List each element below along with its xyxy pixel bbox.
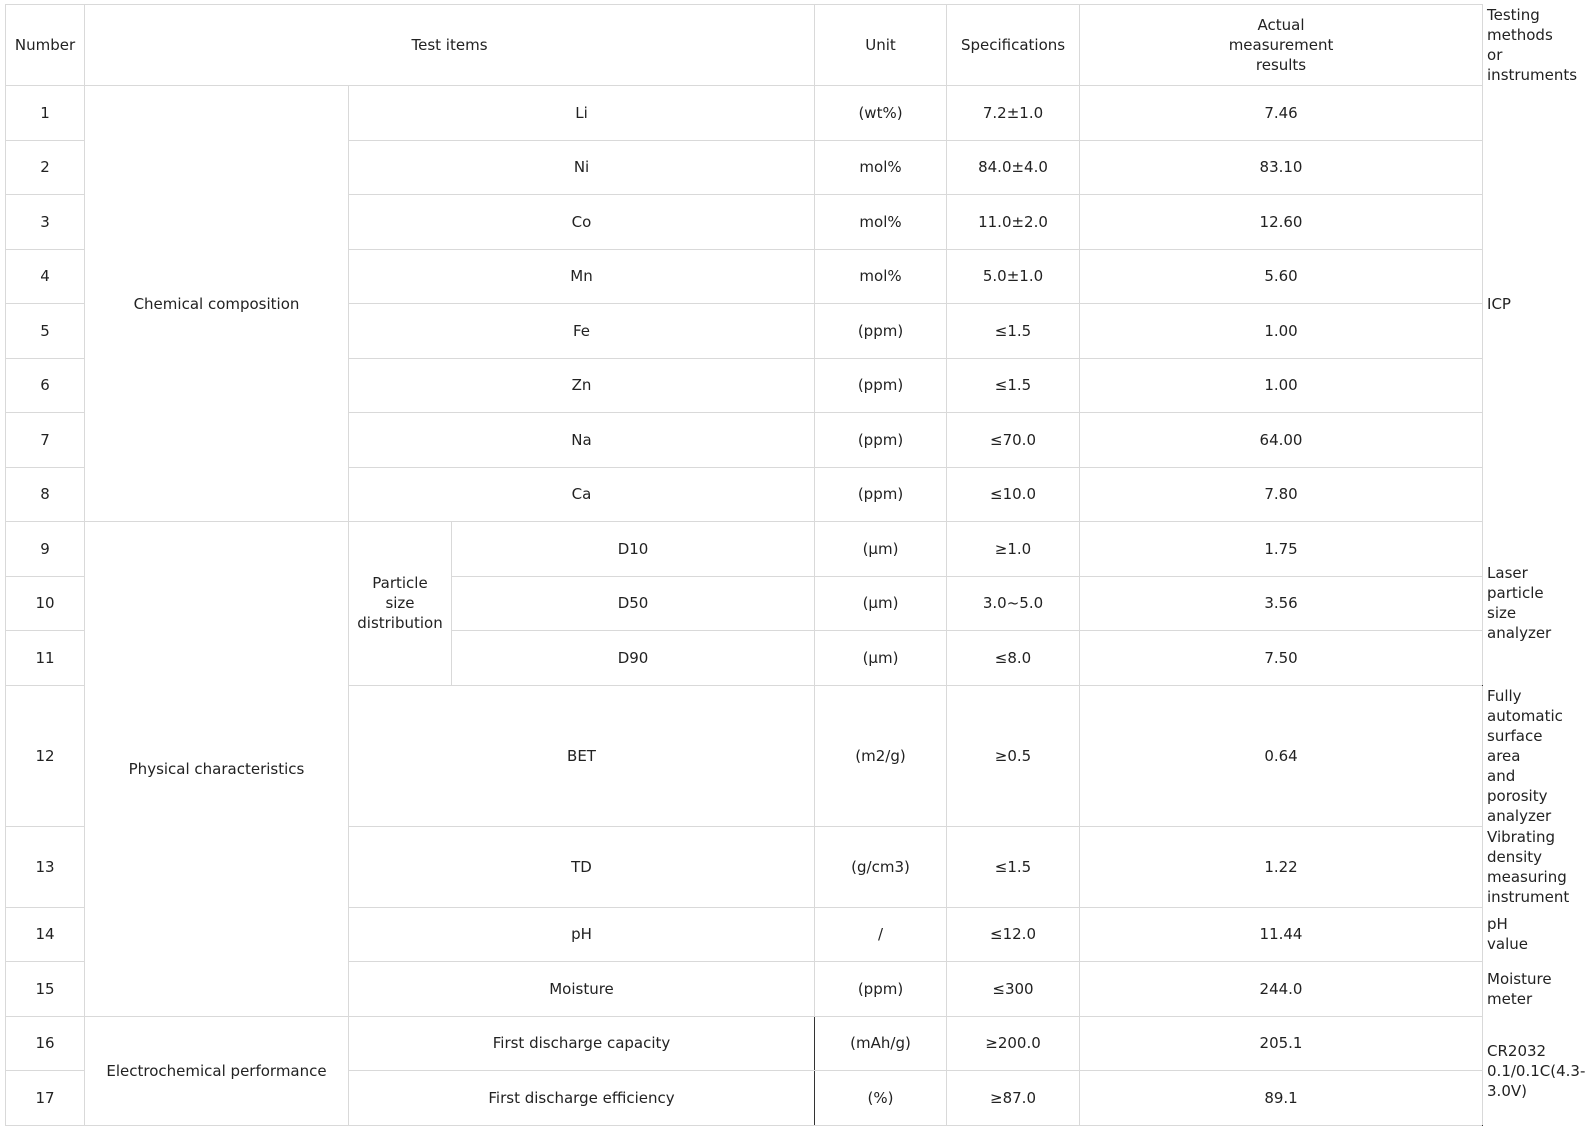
actual-cell: 1.22 [1080, 826, 1483, 907]
unit-cell: (m2/g) [815, 685, 947, 826]
table-row: 15 Moisture (ppm) ≤300 244.0 Moisture meter [6, 962, 1483, 1017]
spec-cell: ≤1.5 [947, 358, 1080, 413]
actual-cell: 5.60 [1080, 249, 1483, 304]
row-number: 14 [6, 907, 85, 962]
unit-cell: / [815, 907, 947, 962]
unit-cell: (μm) [815, 631, 947, 686]
test-item: Co [349, 195, 815, 250]
test-item: BET [349, 685, 815, 826]
test-item: Na [349, 413, 815, 468]
test-item: TD [349, 826, 815, 907]
test-item: D50 [452, 576, 815, 631]
spec-cell: ≥200.0 [947, 1016, 1080, 1071]
row-number: 5 [6, 304, 85, 359]
test-item: Moisture [349, 962, 815, 1017]
row-number: 1 [6, 86, 85, 141]
table-row: 9 Physical characteristics Particle size distribution D10 (μm) ≥1.0 1.75 Laser particle size analyzer [6, 522, 1483, 577]
actual-cell: 205.1 [1080, 1016, 1483, 1071]
spec-cell: 5.0±1.0 [947, 249, 1080, 304]
row-number: 15 [6, 962, 85, 1017]
row-number: 10 [6, 576, 85, 631]
test-item: Zn [349, 358, 815, 413]
spec-cell: ≥87.0 [947, 1071, 1080, 1126]
unit-cell: mol% [815, 140, 947, 195]
unit-cell: (μm) [815, 576, 947, 631]
unit-cell: (g/cm3) [815, 826, 947, 907]
psd-line3: distribution [357, 614, 443, 633]
header-specifications: Specifications [947, 5, 1080, 86]
header-actual-line1: Actual [1257, 16, 1305, 34]
actual-cell: 7.80 [1080, 467, 1483, 522]
header-unit: Unit [815, 5, 947, 86]
group-chemical-composition: Chemical composition [85, 86, 349, 522]
header-test-items: Test items [85, 5, 815, 86]
row-number: 3 [6, 195, 85, 250]
unit-cell: (ppm) [815, 304, 947, 359]
actual-cell: 83.10 [1080, 140, 1483, 195]
actual-cell: 7.46 [1080, 86, 1483, 141]
spec-cell: 84.0±4.0 [947, 140, 1080, 195]
actual-cell: 1.00 [1080, 304, 1483, 359]
group-physical-characteristics: Physical characteristics [85, 522, 349, 1017]
unit-cell: mol% [815, 249, 947, 304]
header-actual-line3: results [1255, 56, 1307, 74]
unit-cell: (mAh/g) [815, 1016, 947, 1071]
spec-cell: ≤1.5 [947, 826, 1080, 907]
row-number: 12 [6, 685, 85, 826]
header-actual-results [1080, 5, 1483, 86]
actual-cell: 89.1 [1080, 1071, 1483, 1126]
spec-cell: 3.0~5.0 [947, 576, 1080, 631]
actual-cell: 11.44 [1080, 907, 1483, 962]
table-row: 14 pH / ≤12.0 11.44 pH value [6, 907, 1483, 962]
test-item: D10 [452, 522, 815, 577]
spec-cell: ≤10.0 [947, 467, 1080, 522]
actual-cell: 7.50 [1080, 631, 1483, 686]
group-electrochemical-performance: Electrochemical performance [85, 1016, 349, 1125]
table-row: 12 BET (m2/g) ≥0.5 0.64 Fully automatic surface area and porosity analyzer [6, 685, 1483, 826]
group-particle-size-distribution [349, 522, 452, 686]
row-number: 2 [6, 140, 85, 195]
psd-line1: Particle [372, 574, 428, 593]
header-row: Number Test items Unit Specifications Actual measurement results Testing methods or instruments [6, 5, 1483, 86]
spec-cell: ≤300 [947, 962, 1080, 1017]
unit-cell: (%) [815, 1071, 947, 1126]
row-number: 6 [6, 358, 85, 413]
test-item: First discharge efficiency [349, 1071, 815, 1126]
row-number: 17 [6, 1071, 85, 1126]
unit-cell: (wt%) [815, 86, 947, 141]
spec-cell: ≤12.0 [947, 907, 1080, 962]
header-number: Number [6, 5, 85, 86]
unit-cell: (ppm) [815, 358, 947, 413]
test-item: First discharge capacity [349, 1016, 815, 1071]
spec-cell: ≤70.0 [947, 413, 1080, 468]
spec-cell: ≥1.0 [947, 522, 1080, 577]
unit-cell: (μm) [815, 522, 947, 577]
test-item: Fe [349, 304, 815, 359]
row-number: 8 [6, 467, 85, 522]
actual-cell: 12.60 [1080, 195, 1483, 250]
row-number: 9 [6, 522, 85, 577]
actual-cell: 0.64 [1080, 685, 1483, 826]
row-number: 11 [6, 631, 85, 686]
unit-cell: (ppm) [815, 413, 947, 468]
test-item: Mn [349, 249, 815, 304]
psd-line2: size [385, 594, 415, 613]
actual-cell: 1.75 [1080, 522, 1483, 577]
spec-cell: ≤1.5 [947, 304, 1080, 359]
table-row: 16 Electrochemical performance First discharge capacity (mAh/g) ≥200.0 205.1 CR2032 0.1/0.1C(4.3-3.0V) [6, 1016, 1483, 1071]
test-item: Li [349, 86, 815, 141]
unit-cell: (ppm) [815, 962, 947, 1017]
actual-cell: 3.56 [1080, 576, 1483, 631]
unit-cell: (ppm) [815, 467, 947, 522]
row-number: 13 [6, 826, 85, 907]
test-item: D90 [452, 631, 815, 686]
test-item: pH [349, 907, 815, 962]
test-item: Ni [349, 140, 815, 195]
spec-cell: 7.2±1.0 [947, 86, 1080, 141]
header-actual-line2: measurement [1228, 36, 1334, 54]
actual-cell: 64.00 [1080, 413, 1483, 468]
row-number: 16 [6, 1016, 85, 1071]
unit-cell: mol% [815, 195, 947, 250]
row-number: 4 [6, 249, 85, 304]
spec-cell: ≤8.0 [947, 631, 1080, 686]
actual-cell: 244.0 [1080, 962, 1483, 1017]
table-row: 13 TD (g/cm3) ≤1.5 1.22 Vibrating density measuring instrument [6, 826, 1483, 907]
spec-cell: 11.0±2.0 [947, 195, 1080, 250]
table-row: 1 Chemical composition Li (wt%) 7.2±1.0 7.46 ICP [6, 86, 1483, 141]
spec-cell: ≥0.5 [947, 685, 1080, 826]
actual-cell: 1.00 [1080, 358, 1483, 413]
specification-table [5, 4, 1585, 1126]
row-number: 7 [6, 413, 85, 468]
test-item: Ca [349, 467, 815, 522]
